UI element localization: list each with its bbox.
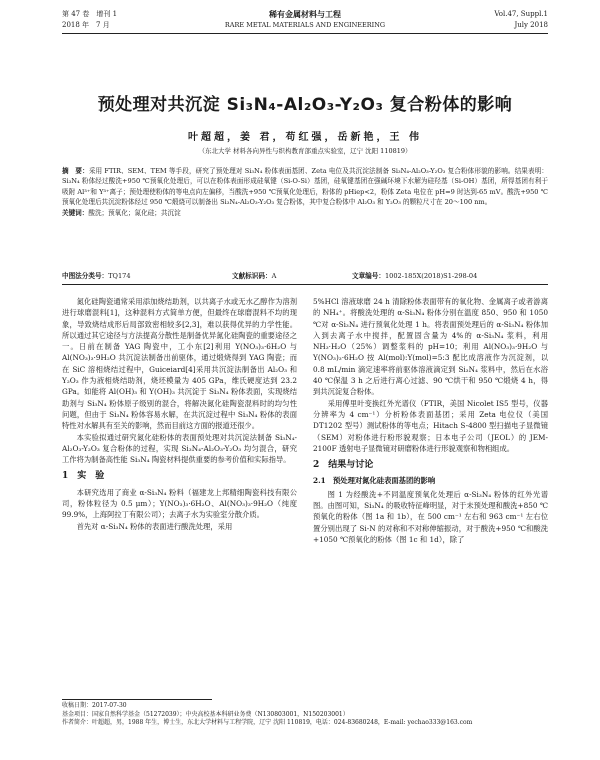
header-rule	[62, 33, 548, 34]
experiment-paragraph-3: 5%HCl 溶液球磨 24 h 清除粉体表面带有的氧化物、金属离子或者游离的 NH₄⁺。将酸洗处理的 α-Si₃N₄ 粉体分别在温度 850、950 和 1050 ℃对 α-Si₃N₄ 进行预氧化处理 1 h。将表面预处理后的 α-Si₃N₄ 粉体加入到去离子水中搅拌，配置固含量为 4%的 α-Si₃N₄ 浆料，利用 NH₃·H₂O（25%）调整浆料的 pH=10；利用 Al(NO₃)₃·9H₂O 与 Y(NO₃)₃·6H₂O 按 Al(mol):Y(mol)=5:3 配比成溶液作为沉淀剂，以 0.8 mL/min 滴定速率将前驱体溶液滴定到 Si₃N₄ 浆料中，然后在水浴 40 ℃保温 3 h 之后进行离心过滤、90 ℃烘干和 950 ℃煅烧 4 h，得到共沉淀复合粉体。	[313, 297, 548, 397]
footnote	[62, 702, 548, 728]
header-date-en: July 2018	[514, 21, 548, 29]
subsection-heading-2-1: 2.1 预处理对氮化硅表面基团的影响	[313, 476, 436, 486]
footnote-fund: 基金项目：国家自然科学基金（51272039）；中央高校基本科研业务费（N130803001，N150203001）	[62, 710, 349, 718]
keywords-text: 酸洗；预氧化；氮化硅；共沉淀	[88, 208, 181, 217]
header-journal-en: RARE METAL MATERIALS AND ENGINEERING	[224, 21, 386, 29]
doc-label: 文献标识码：	[232, 272, 272, 280]
doc-value: A	[271, 272, 277, 280]
art-label: 文章编号：	[352, 272, 385, 280]
experiment-paragraph-2: 首先对 α-Si₃N₄ 粉体的表面进行酸洗处理，采用	[76, 521, 233, 531]
footnote-author: 作者简介：叶超超，男，1988 年生，博士生，东北大学材料与工程学院，辽宁 沈阳 110819，电话：024-83680248，E-mail: yechao333@163.com	[62, 719, 473, 727]
art-value: 1002-185X(2018)S1-298-04	[384, 272, 478, 280]
section-heading-experiment: 1 实 验	[62, 471, 105, 482]
clc-value: TQ174	[108, 272, 131, 280]
abstract-label: 摘 要：	[62, 167, 89, 175]
header-volume-cn: 第 47 卷 增刊 1	[62, 10, 118, 18]
affiliation: （东北大学 材料各向异性与织构教育部重点实验室，辽宁 沈阳 110819）	[198, 147, 412, 155]
experiment-paragraph-1: 本研究选用了商业 α-Si₃N₄ 粉料（福建龙上邦精细陶瓷科技有限公司，粉体粒径为 0.5 μm）；Y(NO₃)₃·6H₂O、Al(NO₃)₃·9H₂O（纯度 99.9%，上海阿拉丁有限公司）；去离子水为实验室分散介质。	[62, 487, 297, 520]
intro-paragraph-2: 本实验拟通过研究氮化硅粉体的表面预处理对共沉淀法制备 Si₃N₄-Al₂O₃-Y₂O₃ 复合粉体的过程，实现 Si₃N₄-Al₂O₃-Y₂O₃ 均匀混合，研究工作将为制备高性能 Si₃N₄ 陶瓷材料提供重要的参考价值和实际指导。	[62, 432, 297, 465]
author-list: 叶超超，姜 君，苟红强，岳新艳，王 伟	[188, 132, 422, 143]
results-paragraph-1: 图 1 为经酸洗+不同温度预氧化处理后 α-Si₃N₄ 粉体的红外光谱图。由图可知，Si₃N₄ 的吸收特征峰明显，对于未预处理和酸洗+850 ℃预氧化的粉体（图 1a 和 1b），在 500 cm⁻¹ 左右和 963 cm⁻¹ 左右位置分别出现了 Si-N 的对称和不对称伸缩振动，对于酸洗+950 ℃和酸洗+1050 ℃预氧化的粉体（图 1c 和 1d），除了	[313, 489, 548, 544]
left-column	[62, 296, 297, 532]
article-title: 预处理对共沉淀 Si₃N₄-Al₂O₃-Y₂O₃ 复合粉体的影响	[97, 95, 513, 115]
abstract-text: 采用 FTIR、SEM、TEM 等手段，研究了预处理对 Si₃N₄ 粉体表面基团、Zeta 电位及共沉淀法制备 Si₃N₄-Al₂O₃-Y₂O₃ 复合粉体形貌的影响。结果表明：Si₃N₄ 粉体经过酸洗+950 ℃预氧化处理后，可以在粉体表面形成硅氧键（Si-O-Si）基团，硅氧键基团在强碱环境下水解为硅羟基（Si-OH）基团，所得基团有利于吸附 Al³⁺和 Y³⁺离子；预处理使粉体的等电点向左偏移，当酸洗+950 ℃预氧化处理后，粉体的 pHiep<2，粉体 Zeta 电位在 pH=9 时达到-65 mV。酸洗+950 ℃预氧化处理后共沉淀粉体经过 950 ℃煅烧可以制备出 Si₃N₄-Al₂O₃-Y₂O₃ 复合粉体，其中复合粉体中 Al₂O₃ 和 Y₂O₃ 的颗粒尺寸在 20～100 nm。	[62, 167, 548, 207]
right-column	[313, 296, 548, 545]
document-code	[232, 270, 276, 280]
intro-paragraph-1: 氮化硅陶瓷通常采用添加烧结助剂，以共离子水或无水乙醇作为溶剂进行球磨混料[1]，这种混料方式简单方便，但最终在球磨混料不均的现象，导致烧结成形后局部致密相较多[2,3]，难以获得优异的力学性能。所以通过其它途径与方法提高分散性是制备优异氮化硅陶瓷的重要途径之一。日前在制备 YAG 陶瓷中，工小东[2]利用 Y(NO₃)₃·6H₂O 与 Al(NO₃)₃·9H₂O 共沉淀法制备出前驱体，通过煅烧得到 YAG 陶瓷；而在 SiC 溶相烧结过程中，Guiceiard[4]采用共沉淀法制备出 Al₂O₃ 和 Y₂O₃ 作为液相烧结助剂，烧坯模量为 405 GPa，维氏硬度达到 23.2 GPa。如能将 Al(OH)₃ 和 Y(OH)₃ 共沉淀于 Si₃N₄ 粉体表面，实现烧结助剂与 Si₃N₄ 粉体原子级别的混合，将解决氮化硅陶瓷混料时的均匀性问题，但由于 Si₃N₄ 粉体容易水解，在共沉淀过程中 Si₃N₄ 粉体的表面特性对水解具有至关的影响，然而目前这方面的报道还很少。	[62, 297, 297, 431]
header-volume-en: Vol.47, Suppl.1	[494, 10, 548, 18]
header-journal-cn: 稀有金属材料与工程	[269, 9, 341, 19]
experiment-paragraph-4: 采用傅里叶变换红外光谱仪（FTIR，美国 Nicolet IS5 型号，仪器分辨率为 4 cm⁻¹）分析粉体表面基团；采用 Zeta 电位仪（美国 DT1202 型号）测试粉体的等电点；Hitach S-4800 型扫描电子显微镜（SEM）对粉体进行粉形貌观察；日本电子公司（JEOL）的 JEM-2100F 透射电子显微镜对研磨粉体进行形貌观察和物相组成。	[313, 398, 548, 453]
footnote-rule	[62, 699, 212, 700]
article-number	[352, 270, 477, 280]
footnote-received: 收稿日期：2017-07-30	[62, 702, 127, 709]
section-heading-results: 2 结果与讨论	[313, 460, 374, 471]
header-date-cn: 2018 年 7 月	[62, 21, 110, 29]
clc-label: 中图法分类号：	[62, 272, 109, 280]
clc-number	[62, 270, 131, 280]
keywords-label: 关键词：	[62, 208, 89, 217]
abstract	[62, 166, 548, 218]
abstract-rule	[62, 284, 548, 285]
